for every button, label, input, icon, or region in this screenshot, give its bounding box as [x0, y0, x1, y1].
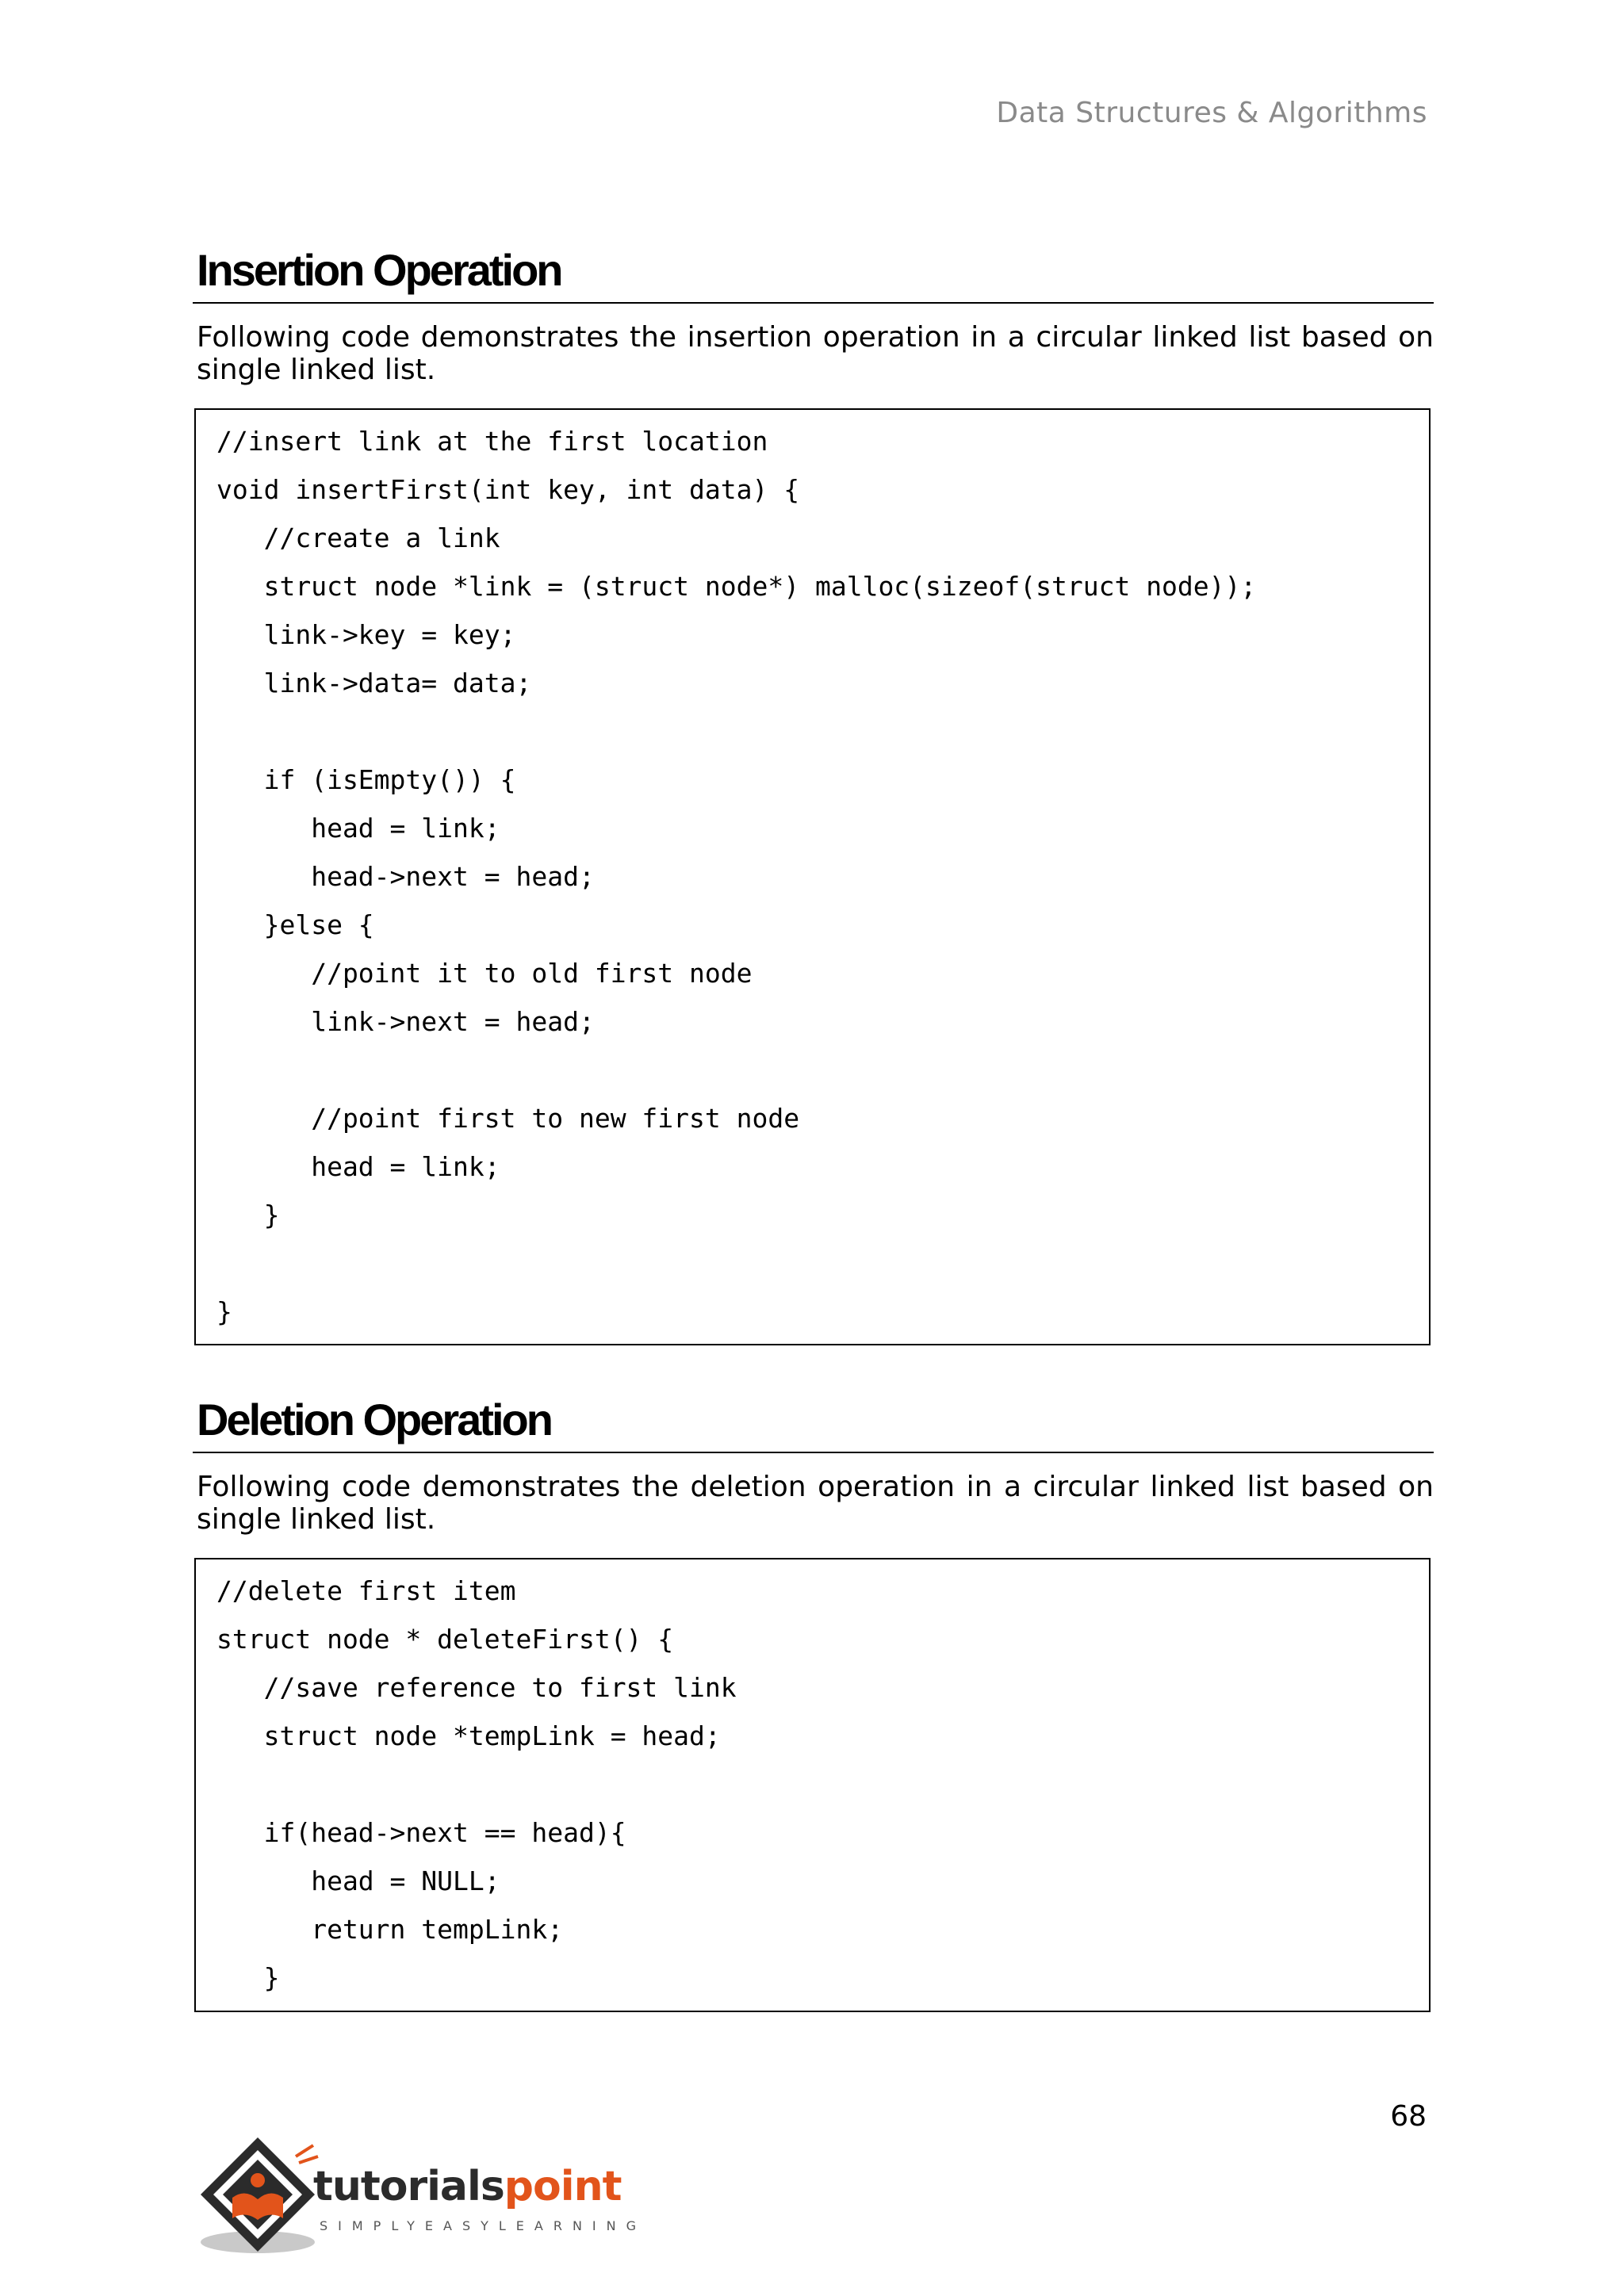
code-line: //insert link at the first location: [216, 426, 768, 457]
deletion-code-block: [194, 1558, 1431, 2012]
code-line: //delete first item: [216, 1575, 516, 1606]
code-line: head = NULL;: [216, 1866, 500, 1896]
code-line: }: [216, 1200, 280, 1230]
code-line: }else {: [216, 909, 374, 940]
insertion-code-block: [194, 408, 1431, 1345]
code-line: head = link;: [216, 1151, 500, 1182]
code-line: head = link;: [216, 813, 500, 844]
heading-rule: [193, 1452, 1434, 1453]
code-line: //point first to new first node: [216, 1103, 800, 1134]
code-line: //point it to old first node: [216, 958, 753, 989]
tutorialspoint-logo: [194, 2133, 647, 2263]
heading-rule: [193, 302, 1434, 304]
code-line: struct node *tempLink = head;: [216, 1720, 721, 1751]
deletion-description: Following code demonstrates the deletion operation in a circular linked list based on single linked list.: [197, 1471, 1434, 1536]
code-line: }: [216, 1962, 280, 1993]
code-line: //save reference to first link: [216, 1672, 737, 1703]
running-header: Data Structures & Algorithms: [996, 97, 1427, 129]
code-line: link->data= data;: [216, 668, 532, 698]
code-line: struct node * deleteFirst() {: [216, 1624, 674, 1655]
code-line: link->key = key;: [216, 619, 516, 650]
code-line: struct node *link = (struct node*) malloc(sizeof(struct node));: [216, 571, 1257, 602]
code-line: link->next = head;: [216, 1006, 595, 1037]
code-line: void insertFirst(int key, int data) {: [216, 474, 800, 505]
insertion-description: Following code demonstrates the insertion operation in a circular linked list based on single linked list.: [197, 321, 1434, 386]
code-line: //create a link: [216, 522, 500, 553]
logo-emblem-icon: [194, 2133, 333, 2263]
page-number: 68: [1390, 2100, 1427, 2133]
logo-wordmark: tutorialspoint: [313, 2163, 622, 2210]
logo-tagline: SIMPLYEASYLEARNING: [320, 2218, 647, 2233]
code-line: return tempLink;: [216, 1914, 564, 1945]
code-line: head->next = head;: [216, 861, 595, 892]
code-line: }: [216, 1296, 232, 1327]
code-line: if (isEmpty()) {: [216, 764, 516, 795]
insertion-heading: Insertion Operation: [197, 245, 561, 295]
deletion-heading: Deletion Operation: [197, 1395, 551, 1445]
code-line: if(head->next == head){: [216, 1817, 626, 1848]
